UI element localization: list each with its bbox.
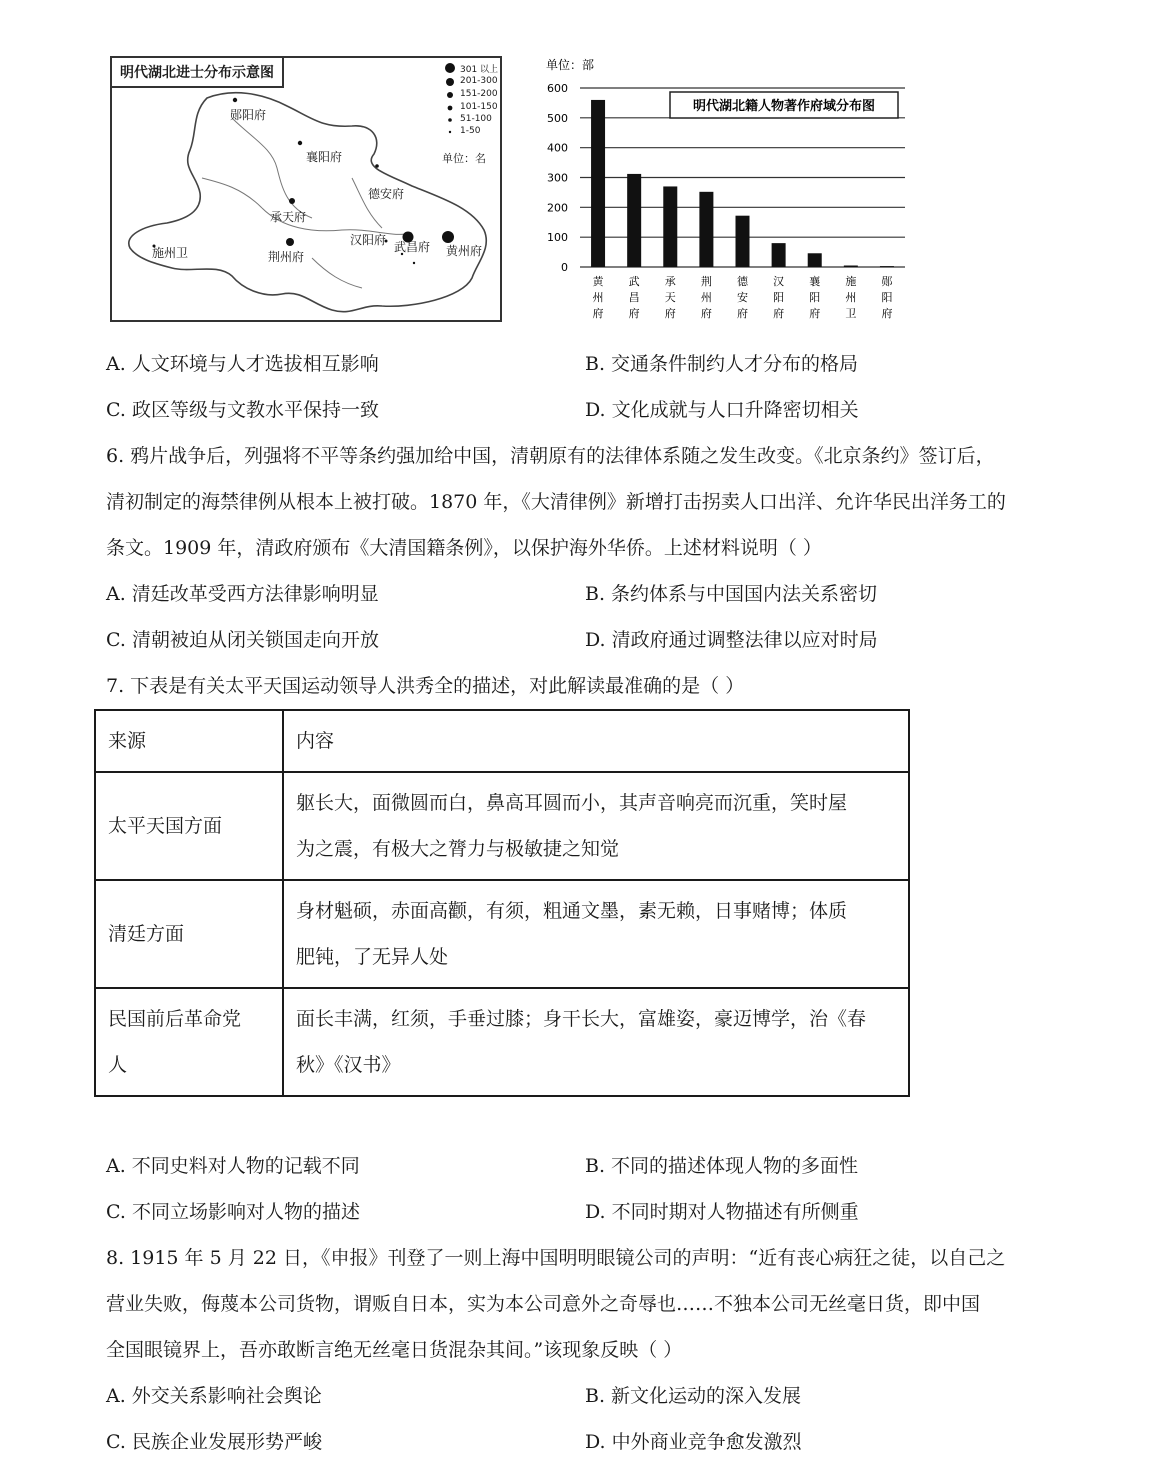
cell-line: 人 xyxy=(108,1054,128,1076)
bar xyxy=(591,100,605,267)
table-header-source: 来源 xyxy=(95,710,283,772)
bar xyxy=(627,174,641,267)
jinshi-distribution-map xyxy=(110,56,502,322)
place-label: 武昌府 xyxy=(394,240,431,254)
x-tick-char: 阳 xyxy=(773,291,785,304)
q6-option-c[interactable]: C. 清朝被迫从闭关锁国走向开放 xyxy=(106,629,379,651)
x-tick-char: 襄 xyxy=(809,275,821,288)
place-label: 施州卫 xyxy=(152,246,189,260)
table-cell-content xyxy=(283,988,909,1096)
x-tick-char: 承 xyxy=(664,275,676,288)
x-tick-char: 府 xyxy=(809,307,821,320)
q7-option-b[interactable]: B. 不同的描述体现人物的多面性 xyxy=(585,1155,859,1177)
place-label: 汉阳府 xyxy=(350,233,387,247)
map-title: 明代湖北进士分布示意图 xyxy=(112,58,284,88)
table-cell-source xyxy=(95,772,283,880)
cell-line: 民国前后革命党 xyxy=(108,1008,242,1030)
table-row xyxy=(95,880,909,988)
bar xyxy=(663,186,677,267)
chart-unit-label: 单位：部 xyxy=(546,58,595,72)
place-label: 黄州府 xyxy=(446,244,483,258)
cell-line: 躯长大，面微圆而白，鼻高耳圆而小，其声音响亮而沉重，笑时屋 xyxy=(296,792,848,814)
x-tick-char: 郧 xyxy=(881,275,893,288)
x-tick-char: 府 xyxy=(628,307,640,320)
table-cell-source xyxy=(95,880,283,988)
bar xyxy=(772,243,786,267)
table-row xyxy=(95,772,909,880)
q8-option-b[interactable]: B. 新文化运动的深入发展 xyxy=(585,1385,802,1407)
x-tick-char: 天 xyxy=(664,291,676,304)
q8-stem-line: 8. 1915 年 5 月 22 日，《申报》刊登了一则上海中国明明眼镜公司的声明：“近有丧心病狂之徒，以自己之 xyxy=(106,1247,1006,1269)
y-tick-label: 100 xyxy=(547,231,568,245)
cell-line: 身材魁硕，赤面高颧，有须，粗通文墨，素无赖，日事赌博；体质 xyxy=(296,900,848,922)
x-tick-char: 黄 xyxy=(592,275,604,288)
q8-stem-line: 全国眼镜界上，吾亦敢断言绝无丝毫日货混杂其间。”该现象反映（ ） xyxy=(106,1339,683,1361)
table-row xyxy=(95,988,909,1096)
table-cell-source xyxy=(95,988,283,1096)
q8-option-c[interactable]: C. 民族企业发展形势严峻 xyxy=(106,1431,322,1453)
map-outline xyxy=(112,58,500,320)
q7-option-d[interactable]: D. 不同时期对人物描述有所侧重 xyxy=(585,1201,859,1223)
y-tick-label: 0 xyxy=(561,261,568,274)
q6-stem-line: 条文。1909 年，清政府颁布《大清国籍条例》，以保护海外华侨。上述材料说明（ ） xyxy=(106,537,822,559)
x-tick-char: 德 xyxy=(737,275,748,288)
legend-label: 151-200 xyxy=(460,89,498,99)
legend-label: 201-300 xyxy=(460,76,498,86)
legend-label: 101-150 xyxy=(460,102,498,112)
cell-line: 清廷方面 xyxy=(108,923,185,945)
x-tick-char: 施 xyxy=(845,275,857,288)
y-tick-label: 600 xyxy=(547,82,568,95)
y-tick-label: 500 xyxy=(547,111,568,125)
table-header-content: 内容 xyxy=(283,710,909,772)
cell-line: 为之震，有极大之膂力与极敏捷之知觉 xyxy=(296,838,620,860)
q5-option-b[interactable]: B. 交通条件制约人才分布的格局 xyxy=(585,353,859,375)
bar xyxy=(736,216,750,267)
legend-label: 51-100 xyxy=(460,114,492,124)
chart-title: 明代湖北籍人物著作府域分布图 xyxy=(692,99,876,114)
q7-option-c[interactable]: C. 不同立场影响对人物的描述 xyxy=(106,1201,360,1223)
x-tick-char: 卫 xyxy=(845,307,857,320)
x-tick-char: 汉 xyxy=(773,275,785,288)
x-tick-char: 府 xyxy=(700,307,712,320)
q7-option-a[interactable]: A. 不同史料对人物的记载不同 xyxy=(106,1155,360,1177)
bar xyxy=(808,253,822,267)
place-label: 承天府 xyxy=(270,210,307,224)
x-tick-char: 府 xyxy=(773,307,785,320)
q8-option-a[interactable]: A. 外交关系影响社会舆论 xyxy=(106,1385,322,1407)
y-tick-label: 400 xyxy=(547,141,568,155)
place-label: 襄阳府 xyxy=(306,150,343,164)
legend-label: 1-50 xyxy=(460,126,481,136)
x-tick-char: 府 xyxy=(737,307,748,320)
x-tick-char: 荆 xyxy=(700,275,712,288)
x-tick-char: 州 xyxy=(592,291,604,304)
q8-stem-line: 营业失败，侮蔑本公司货物，谓贩自日本，实为本公司意外之奇辱也……不独本公司无丝毫日货，即中国 xyxy=(106,1293,981,1315)
bar xyxy=(844,266,858,267)
cell-line: 太平天国方面 xyxy=(108,815,223,837)
q5-option-a[interactable]: A. 人文环境与人才选拔相互影响 xyxy=(106,353,379,375)
q7-stem: 7. 下表是有关太平天国运动领导人洪秀全的描述，对此解读最准确的是（ ） xyxy=(106,675,745,697)
place-label: 德安府 xyxy=(368,187,405,201)
cell-line: 秋》《汉书》 xyxy=(296,1054,401,1076)
cell-line: 面长丰满，红须，手垂过膝；身干长大，富雄姿，豪迈博学，治《春 xyxy=(296,1008,867,1030)
q6-option-b[interactable]: B. 条约体系与中国国内法关系密切 xyxy=(585,583,878,605)
bar xyxy=(699,192,713,267)
y-tick-label: 300 xyxy=(547,171,568,185)
x-tick-char: 府 xyxy=(881,307,893,320)
x-tick-char: 府 xyxy=(592,307,604,320)
bar xyxy=(880,266,894,267)
x-tick-char: 昌 xyxy=(628,291,640,304)
q8-option-d[interactable]: D. 中外商业竞争愈发激烈 xyxy=(585,1431,802,1453)
x-tick-char: 安 xyxy=(737,291,748,304)
x-tick-char: 武 xyxy=(628,275,640,288)
x-tick-char: 阳 xyxy=(881,291,893,304)
table-cell-content xyxy=(283,772,909,880)
q5-option-c[interactable]: C. 政区等级与文教水平保持一致 xyxy=(106,399,379,421)
table-cell-content xyxy=(283,880,909,988)
y-tick-label: 200 xyxy=(547,201,568,215)
x-tick-char: 阳 xyxy=(809,291,821,304)
q6-option-d[interactable]: D. 清政府通过调整法律以应对时局 xyxy=(585,629,878,651)
place-label: 郧阳府 xyxy=(230,108,267,122)
q5-option-d[interactable]: D. 文化成就与人口升降密切相关 xyxy=(585,399,859,421)
x-tick-char: 州 xyxy=(700,291,712,304)
x-tick-char: 府 xyxy=(664,307,676,320)
cell-line: 肥钝，了无异人处 xyxy=(296,946,449,968)
x-tick-char: 州 xyxy=(845,291,857,304)
place-label: 荆州府 xyxy=(268,250,305,264)
works-distribution-chart xyxy=(530,52,920,332)
map-unit: 单位：名 xyxy=(442,152,486,165)
q6-stem-line: 6. 鸦片战争后，列强将不平等条约强加给中国，清朝原有的法律体系随之发生改变。《北京条约》签订后， xyxy=(106,445,995,467)
table-header-row xyxy=(95,710,909,772)
chart-svg xyxy=(530,52,920,332)
q6-option-a[interactable]: A. 清廷改革受西方法律影响明显 xyxy=(106,583,379,605)
legend-label: 301 以上 xyxy=(460,65,499,75)
q6-stem-line: 清初制定的海禁律例从根本上被打破。1870 年，《大清律例》新增打击拐卖人口出洋、允许华民出洋务工的 xyxy=(106,491,1006,513)
hong-xiuquan-table xyxy=(94,709,910,1097)
